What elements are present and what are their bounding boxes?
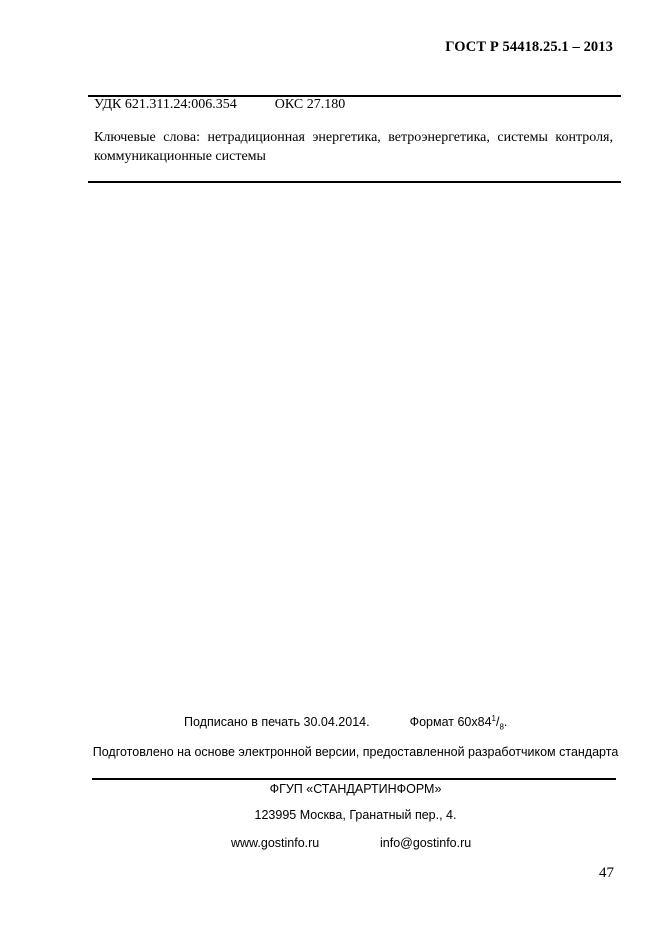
udk-code: УДК 621.311.24:006.354 [94,97,237,112]
bottom-divider [88,181,621,183]
format-denominator: 8 [499,722,504,732]
keywords-text: Ключевые слова: нетрадиционная энергетика, ветроэнергетика, системы контроля, коммуникационные системы [94,130,613,164]
print-info-line [184,713,508,732]
classification-line [94,97,345,113]
oks-code: ОКС 27.180 [274,97,346,112]
format-label: Формат 60x84 [409,715,492,729]
paper-format: Формат $60x84^1/_8$. [409,713,508,732]
footer-divider [92,778,616,780]
format-suffix: . [503,715,508,729]
publisher-address: 123995 Москва, Гранатный пер., 4. [254,808,457,822]
email-link[interactable]: info@gostinfo.ru [380,836,472,850]
page-number: 47 [599,865,614,881]
format-numerator: 1 [491,713,496,723]
standard-number: ГОСТ Р 54418.25.1 – 2013 [445,39,613,55]
signed-date: Подписано в печать 30.04.2014. [184,715,370,729]
prepared-note: Подготовлено на основе электронной версии, предоставленной разработчиком стандарта [92,745,619,759]
publisher-name: ФГУП «СТАНДАРТИНФОРМ» [269,782,442,796]
website-link[interactable]: www.gostinfo.ru [231,836,320,850]
